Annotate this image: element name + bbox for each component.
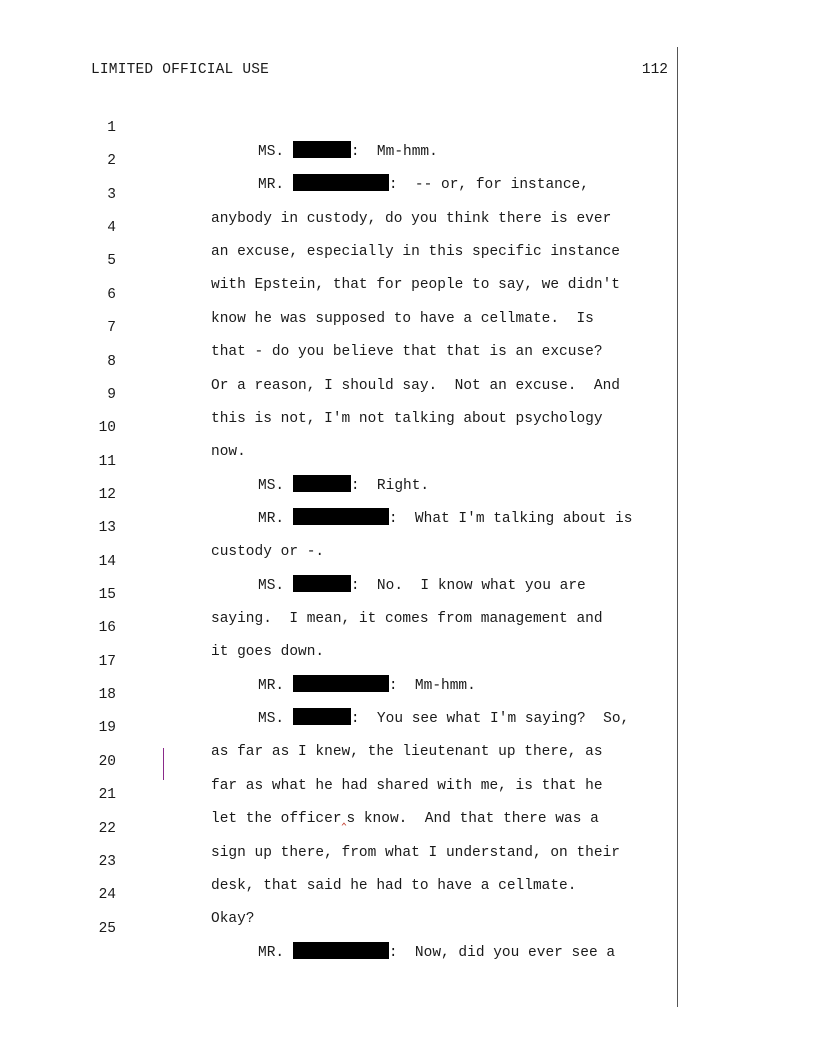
line-number: 9 — [107, 386, 116, 403]
line-number: 4 — [107, 220, 116, 237]
line-text: now. — [211, 444, 246, 461]
transcript-line — [0, 826, 816, 894]
speaker-label: MR. — [258, 177, 285, 194]
transcript-line — [0, 559, 816, 628]
transcript-line — [0, 692, 816, 761]
classification-header: LIMITED OFFICIAL USE — [91, 62, 270, 78]
speaker-label: MR. — [258, 944, 285, 961]
spoken-text: : Mm-hmm. — [350, 144, 438, 160]
line-number: 10 — [98, 420, 116, 437]
speaker-label: MR. — [258, 510, 285, 527]
line-text: it goes down. — [211, 644, 325, 661]
line-text: this is not, I'm not talking about psychology — [211, 410, 603, 427]
spoken-text: : You see what I'm saying? So, — [350, 711, 630, 728]
transcript-line — [0, 459, 816, 527]
line-text: know he was supposed to have a cellmate. Is — [211, 310, 594, 327]
transcript-line — [0, 592, 816, 661]
line-number: 25 — [98, 920, 116, 937]
line-number: 20 — [98, 753, 116, 770]
transcript-line — [0, 426, 816, 494]
transcript-line — [0, 893, 816, 961]
page-number: 112 — [641, 62, 668, 78]
transcript-line — [0, 359, 816, 427]
speaker-label: MS. — [258, 577, 285, 594]
transcript-line — [0, 659, 816, 728]
line-number: 5 — [107, 253, 116, 270]
speaker-label: MS. — [258, 144, 285, 160]
transcript-line — [0, 793, 816, 861]
line-number: 2 — [107, 153, 116, 170]
spoken-text: : No. I know what you are — [350, 577, 586, 594]
line-text-part: s know. And that there was a — [346, 811, 599, 828]
transcript-line — [0, 125, 816, 194]
transcript-line — [0, 392, 816, 461]
transcript-lines — [0, 92, 816, 961]
line-text: Okay? — [211, 911, 255, 928]
line-number: 23 — [98, 853, 116, 870]
line-text: saying. I mean, it comes from management and — [211, 611, 603, 628]
transcript-line — [0, 292, 816, 361]
line-number: 22 — [98, 820, 116, 837]
insertion-caret-icon: ‸ — [341, 811, 347, 828]
line-text — [258, 941, 615, 965]
line-number: 14 — [98, 553, 116, 570]
line-number: 24 — [98, 887, 116, 904]
line-number: 8 — [107, 353, 116, 370]
transcript-line — [0, 159, 816, 227]
transcript-line — [0, 492, 816, 561]
line-text: Or a reason, I should say. Not an excuse. And — [211, 377, 620, 394]
transcript-line — [0, 259, 816, 327]
transcript-line — [0, 526, 816, 594]
line-number: 12 — [98, 486, 116, 503]
line-number: 13 — [98, 520, 116, 537]
spoken-text: : Now, did you ever see a — [388, 944, 616, 961]
line-text-part: let the officer — [211, 811, 342, 828]
line-number: 1 — [107, 120, 116, 136]
speaker-label: MR. — [258, 677, 285, 694]
line-number: 16 — [98, 620, 116, 637]
redaction-box — [293, 942, 389, 959]
speaker-label: MS. — [258, 711, 285, 728]
line-text: desk, that said he had to have a cellmate. — [211, 877, 577, 894]
line-number: 15 — [98, 587, 116, 604]
line-number: 6 — [107, 286, 116, 303]
transcript-line — [0, 726, 816, 794]
transcript-line — [0, 92, 816, 160]
line-text: as far as I knew, the lieutenant up there, as — [211, 744, 603, 761]
transcript-line — [0, 192, 816, 261]
line-number: 21 — [98, 787, 116, 804]
spoken-text: : -- or, for instance, — [388, 177, 589, 194]
line-text: sign up there, from what I understand, on their — [211, 844, 620, 861]
line-text: anybody in custody, do you think there is ever — [211, 210, 612, 227]
line-number: 11 — [98, 453, 116, 470]
line-text: an excuse, especially in this specific instance — [211, 244, 620, 261]
transcript-line — [0, 326, 816, 394]
line-number: 18 — [98, 687, 116, 704]
line-text: with Epstein, that for people to say, we didn't — [211, 277, 620, 294]
line-number: 19 — [98, 720, 116, 737]
line-text: custody or -. — [211, 544, 325, 561]
spoken-text: : Right. — [350, 477, 430, 494]
line-number: 7 — [107, 320, 116, 337]
speaker-label: MS. — [258, 477, 285, 494]
spoken-text: : What I'm talking about is — [388, 510, 633, 527]
line-number: 17 — [98, 653, 116, 670]
transcript-line — [0, 859, 816, 928]
transcript-line — [0, 225, 816, 294]
line-text: that - do you believe that that is an excuse? — [211, 344, 603, 361]
transcript-line — [0, 759, 816, 828]
line-number: 3 — [107, 186, 116, 203]
spoken-text: : Mm-hmm. — [388, 677, 476, 694]
line-text: far as what he had shared with me, is that he — [211, 777, 603, 794]
transcript-line — [0, 626, 816, 694]
